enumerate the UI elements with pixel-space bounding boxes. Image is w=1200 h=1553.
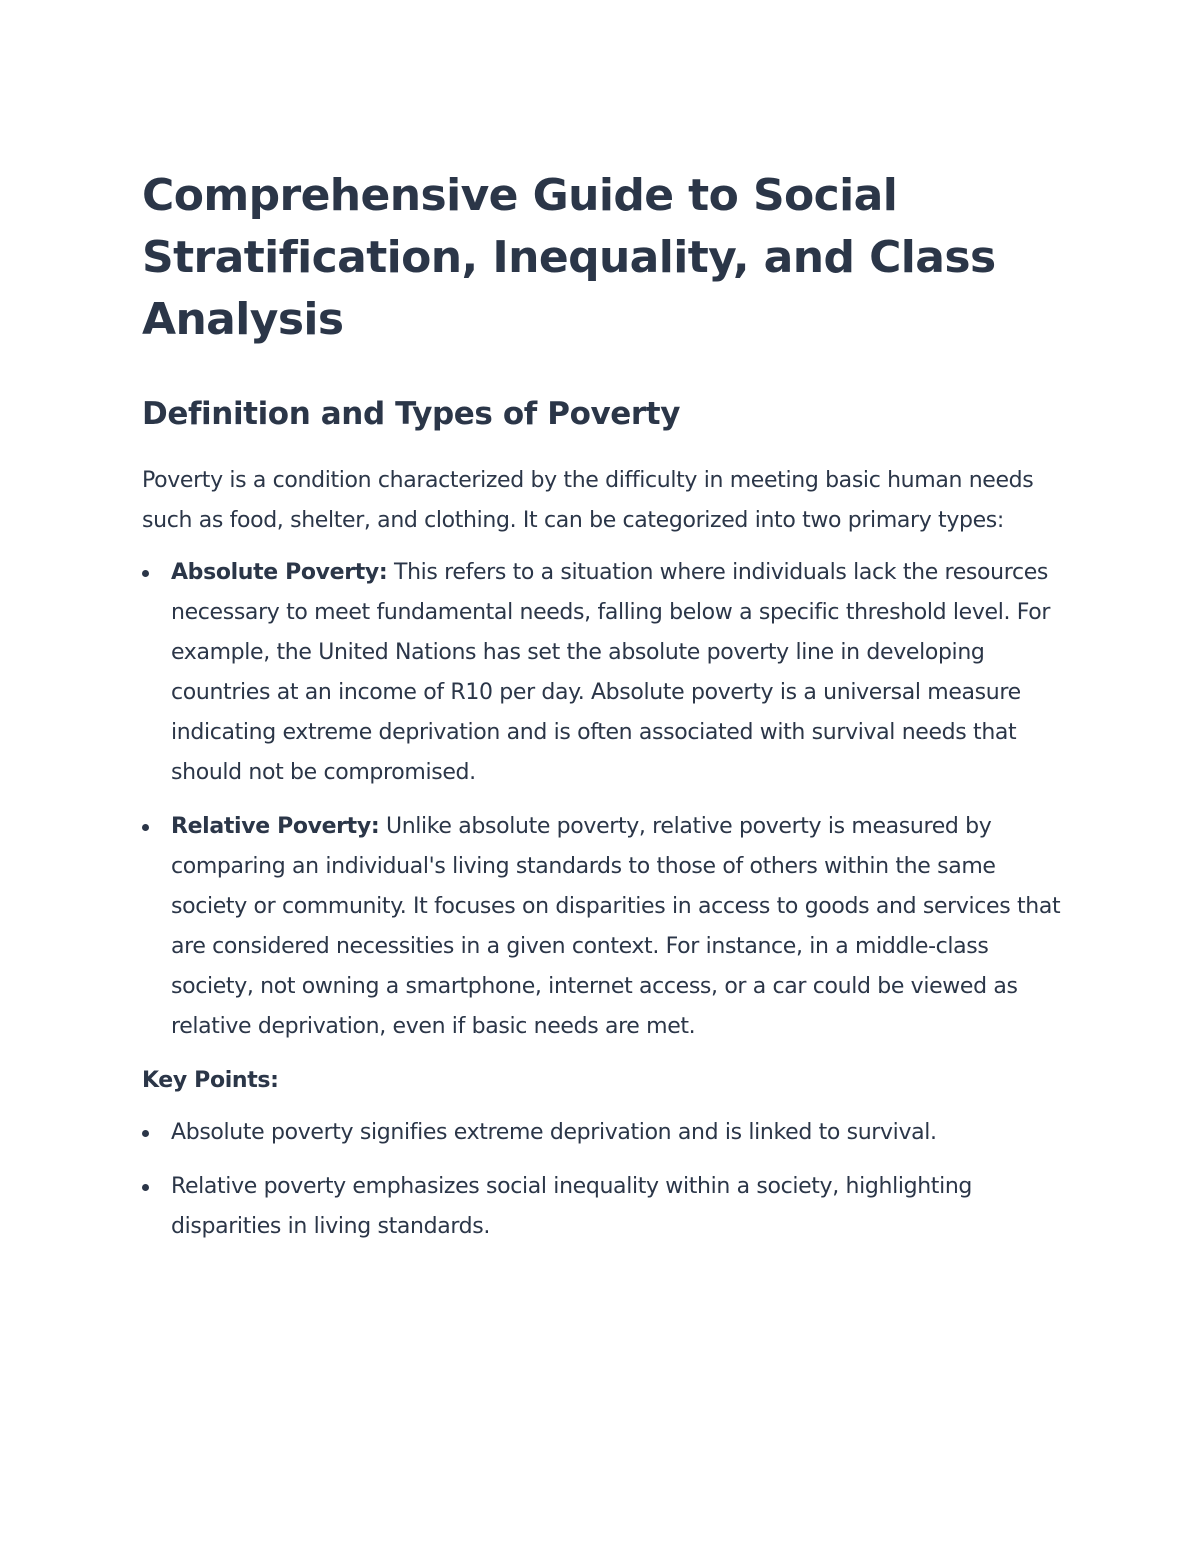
list-item xyxy=(142,807,1062,1047)
bullet-icon xyxy=(142,570,149,577)
list-item xyxy=(142,553,1062,793)
key-point-text: Absolute poverty signifies extreme deprivation and is linked to survival. xyxy=(171,1120,937,1145)
list-item xyxy=(142,1167,1062,1247)
document-page xyxy=(142,165,1062,1261)
list-item xyxy=(142,1113,1062,1153)
bullet-icon xyxy=(142,1130,149,1137)
term-description: This refers to a situation where individuals lack the resources necessary to meet fundamental needs, falling below a specific threshold level. For example, the United Nations has set the absolute poverty line in developing countries at an income of R10 per day. Absolute poverty is a universal measure indicating extreme deprivation and is often associated with survival needs that should not be compromised. xyxy=(171,560,1051,785)
bullet-icon xyxy=(142,824,149,831)
document-title: Comprehensive Guide to Social Stratification, Inequality, and Class Analysis xyxy=(142,170,996,345)
intro-paragraph: Poverty is a condition characterized by the difficulty in meeting basic human needs such as food, shelter, and clothing. It can be categorized into two primary types: xyxy=(142,468,1034,533)
key-points-list xyxy=(142,1113,1062,1247)
bullet-icon xyxy=(142,1184,149,1191)
key-point-text: Relative poverty emphasizes social inequality within a society, highlighting disparities in living standards. xyxy=(171,1174,973,1239)
poverty-types-list xyxy=(142,553,1062,1047)
term-label: Relative Poverty: xyxy=(171,814,380,839)
term-label: Absolute Poverty: xyxy=(171,560,388,585)
term-description: Unlike absolute poverty, relative poverty is measured by comparing an individual's living standards to those of others within the same society or community. It focuses on disparities in access to goods and services that are considered necessities in a given context. For instance, in a middle-class society, not owning a smartphone, internet access, or a car could be viewed as relative deprivation, even if basic needs are met. xyxy=(171,814,1061,1039)
section-heading: Definition and Types of Poverty xyxy=(142,396,681,432)
key-points-label: Key Points: xyxy=(142,1068,279,1093)
